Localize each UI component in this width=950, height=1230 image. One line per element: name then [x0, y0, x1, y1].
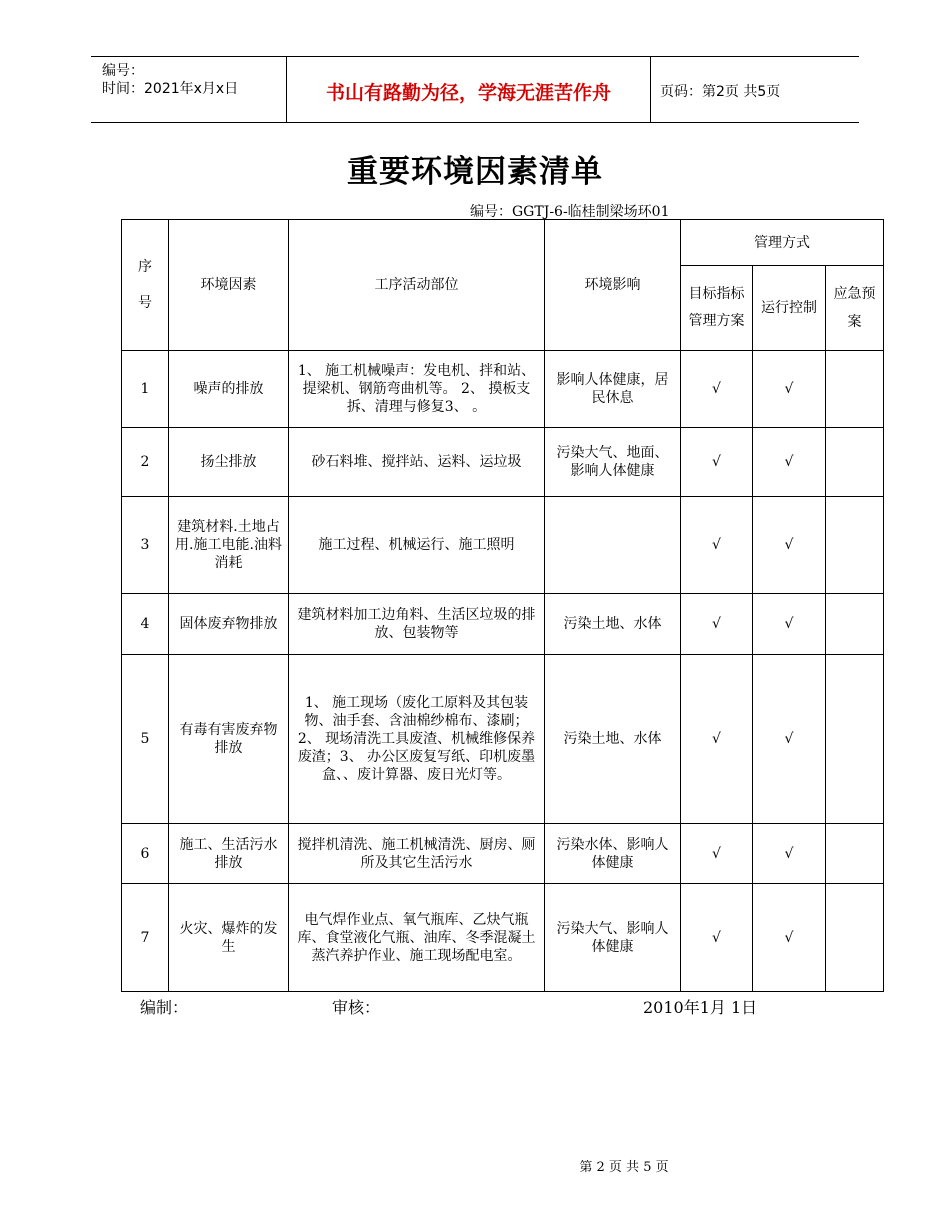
table-row [122, 351, 884, 428]
header-doc-no-label: 编号： [102, 63, 144, 79]
header-time: 时间：2021年x月x日 [102, 81, 239, 97]
header-target: 目标指标管理方案 [681, 266, 753, 351]
row-factor: 施工、生活污水排放 [169, 824, 289, 884]
header-factor: 环境因素 [169, 220, 289, 351]
header-divider [650, 56, 651, 122]
footer-compiled-by: 编制： [140, 998, 189, 1017]
table-row [122, 824, 884, 884]
header-process: 工序活动部位 [289, 220, 545, 351]
row-factor: 建筑材料.土地占用.施工电能.油料消耗 [169, 497, 289, 594]
table-row [122, 594, 884, 655]
row-impact: 污染土地、水体 [545, 594, 681, 655]
row-process: 砂石料堆、搅拌站、运料、运垃圾 [289, 428, 545, 497]
row-emergency-check [826, 594, 884, 655]
table-row [122, 884, 884, 992]
row-impact: 污染土地、水体 [545, 655, 681, 824]
row-process: 施工过程、机械运行、施工照明 [289, 497, 545, 594]
header-seq [122, 220, 169, 351]
row-process: 1、 施工机械噪声：发电机、拌和站、提梁机、钢筋弯曲机等。 2、 摸板支拆、清理与修复3、 。 [289, 351, 545, 428]
row-factor: 噪声的排放 [169, 351, 289, 428]
row-impact: 污染大气、影响人体健康 [545, 884, 681, 992]
row-run-check: √ [753, 497, 826, 594]
row-emergency-check [826, 428, 884, 497]
page-title: 重要环境因素清单 [347, 154, 603, 190]
row-number: 2 [122, 428, 169, 497]
row-number: 6 [122, 824, 169, 884]
header-page-label: 页码：第2页 共5页 [660, 84, 781, 100]
row-impact: 污染大气、地面、影响人体健康 [545, 428, 681, 497]
footer-date: 2010年1月 1日 [643, 998, 758, 1017]
row-run-check: √ [753, 594, 826, 655]
header-impact: 环境影响 [545, 220, 681, 351]
row-process: 搅拌机清洗、施工机械清洗、厨房、厕所及其它生活污水 [289, 824, 545, 884]
row-run-check: √ [753, 655, 826, 824]
row-factor: 固体废弃物排放 [169, 594, 289, 655]
row-number: 7 [122, 884, 169, 992]
row-factor: 火灾、爆炸的发生 [169, 884, 289, 992]
row-emergency-check [826, 884, 884, 992]
footer-reviewed-by: 审核： [332, 998, 381, 1017]
row-emergency-check [826, 351, 884, 428]
row-impact [545, 497, 681, 594]
row-process: 电气焊作业点、氧气瓶库、乙炔气瓶库、食堂液化气瓶、油库、冬季混凝土蒸汽养护作业、施工现场配电室。 [289, 884, 545, 992]
row-impact: 影响人体健康，居民休息 [545, 351, 681, 428]
row-process: 1、 施工现场（废化工原料及其包装物、油手套、含油棉纱棉布、漆刷；2、 现场清洗工具废渣、机械维修保养废渣；3、 办公区废复写纸、印机废墨盒、、废计算器、废日光灯等。 [289, 655, 545, 824]
row-number: 1 [122, 351, 169, 428]
header-top-rule [91, 56, 859, 57]
header-run-control: 运行控制 [753, 266, 826, 351]
header-management: 管理方式 [681, 220, 884, 266]
row-target-check: √ [681, 351, 753, 428]
header-motto: 书山有路勤为径，学海无涯苦作舟 [325, 82, 611, 104]
table-row [122, 655, 884, 824]
header-seq-top: 序 [138, 259, 152, 275]
environment-factor-table [121, 219, 884, 992]
header-seq-bottom: 号 [138, 295, 152, 311]
row-target-check: √ [681, 824, 753, 884]
row-number: 5 [122, 655, 169, 824]
row-number: 3 [122, 497, 169, 594]
row-emergency-check [826, 824, 884, 884]
row-run-check: √ [753, 824, 826, 884]
document-number: 编号：GGTJ-6-临桂制梁场环01 [470, 204, 670, 220]
row-target-check: √ [681, 594, 753, 655]
row-run-check: √ [753, 428, 826, 497]
row-target-check: √ [681, 884, 753, 992]
row-run-check: √ [753, 884, 826, 992]
page-number: 第 2 页 共 5 页 [579, 1160, 669, 1175]
table-row [122, 497, 884, 594]
row-impact: 污染水体、影响人体健康 [545, 824, 681, 884]
row-run-check: √ [753, 351, 826, 428]
table-row [122, 428, 884, 497]
row-target-check: √ [681, 428, 753, 497]
row-process: 建筑材料加工边角料、生活区垃圾的排放、包装物等 [289, 594, 545, 655]
row-emergency-check [826, 497, 884, 594]
header-bottom-rule [91, 122, 859, 123]
row-factor: 扬尘排放 [169, 428, 289, 497]
row-target-check: √ [681, 497, 753, 594]
row-number: 4 [122, 594, 169, 655]
row-factor: 有毒有害废弃物排放 [169, 655, 289, 824]
row-emergency-check [826, 655, 884, 824]
header-emergency: 应急预案 [826, 266, 884, 351]
row-target-check: √ [681, 655, 753, 824]
